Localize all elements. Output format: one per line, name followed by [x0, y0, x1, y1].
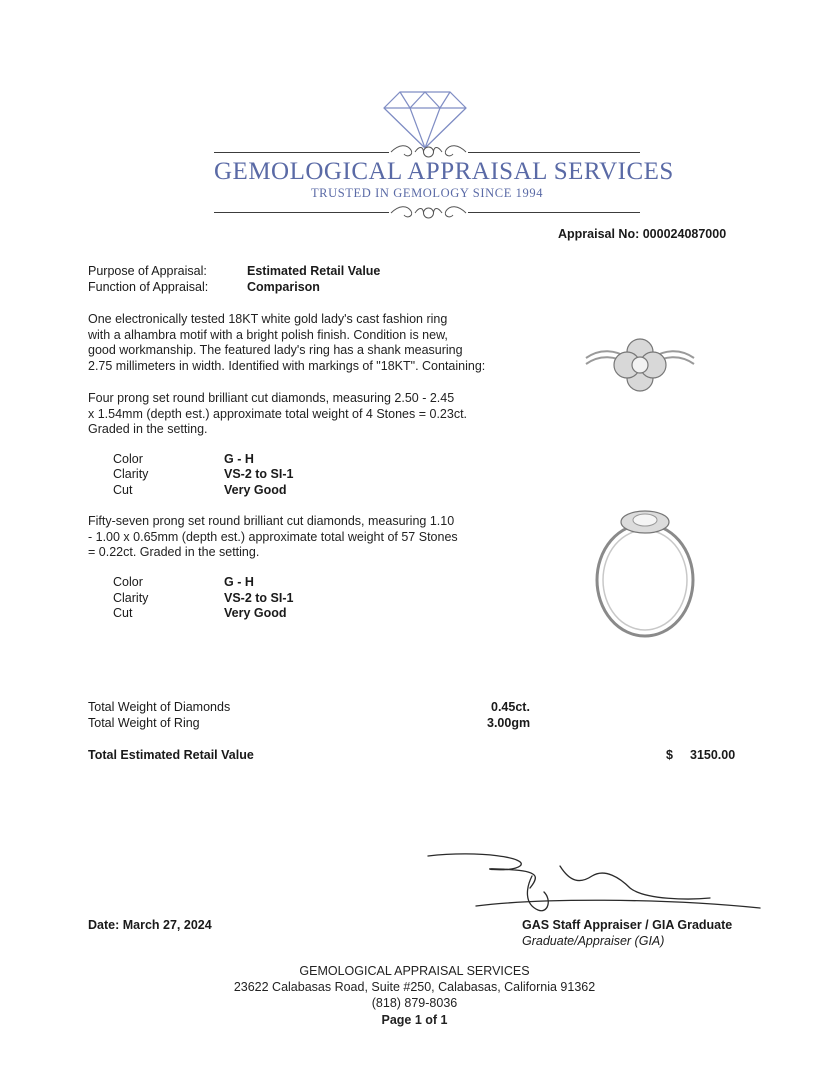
diamond-icon: [380, 88, 470, 150]
clarity-value: VS-2 to SI-1: [224, 467, 294, 481]
ring-photo-top: [580, 318, 700, 408]
appraisal-date: Date: March 27, 2024: [88, 918, 212, 932]
ring-photo-side: [590, 500, 700, 645]
clarity-label: Clarity: [113, 467, 149, 481]
header-rule-top-right: [468, 152, 640, 153]
company-name: GEMOLOGICAL APPRAISAL SERVICES: [214, 158, 674, 185]
description-line: One electronically tested 18KT white gold lady's cast fashion ring: [88, 312, 448, 326]
stones-line: Fifty-seven prong set round brilliant cut diamonds, measuring 1.10: [88, 514, 455, 528]
function-value: Comparison: [247, 280, 320, 294]
function-label: Function of Appraisal:: [88, 280, 209, 294]
stones-description-2: [88, 514, 458, 561]
clarity-label: Clarity: [113, 591, 149, 605]
cut-value: Very Good: [224, 606, 287, 620]
footer-company-name: GEMOLOGICAL APPRAISAL SERVICES: [299, 964, 530, 978]
scroll-ornament-icon: [389, 203, 468, 223]
description-line: 2.75 millimeters in width. Identified with markings of "18KT". Containing:: [88, 358, 486, 373]
header-rule-bottom-right: [468, 212, 640, 213]
cut-label: Cut: [113, 606, 133, 620]
header-rule-top-left: [214, 152, 389, 153]
purpose-value: Estimated Retail Value: [247, 264, 381, 278]
appraisal-number: Appraisal No: 000024087000: [558, 227, 727, 241]
page-number: Page 1 of 1: [381, 1013, 448, 1027]
footer-address: 23622 Calabasas Road, Suite #250, Calabasas, California 91362: [233, 980, 596, 994]
company-tagline: TRUSTED IN GEMOLOGY SINCE 1994: [310, 186, 544, 200]
ring-description: [88, 312, 485, 374]
stones-line: x 1.54mm (depth est.) approximate total weight of 4 Stones = 0.23ct.: [88, 406, 468, 421]
color-value: G - H: [224, 575, 254, 589]
total-ring-weight-label: Total Weight of Ring: [88, 716, 200, 730]
cut-label: Cut: [113, 483, 133, 497]
stones-line: = 0.22ct. Graded in the setting.: [88, 545, 260, 559]
appraiser-subtitle: Graduate/Appraiser (GIA): [522, 934, 665, 948]
purpose-label: Purpose of Appraisal:: [88, 264, 207, 278]
stones-line: Graded in the setting.: [88, 422, 208, 436]
appraiser-title: GAS Staff Appraiser / GIA Graduate: [522, 918, 733, 932]
stones-description-1: [88, 391, 467, 438]
header-rule-bottom-left: [214, 212, 389, 213]
total-diamond-weight-value: 0.45ct.: [491, 700, 530, 714]
color-label: Color: [113, 452, 143, 466]
total-retail-value-label: Total Estimated Retail Value: [88, 748, 254, 762]
clarity-value: VS-2 to SI-1: [224, 591, 294, 605]
appraiser-signature: [420, 848, 765, 923]
color-value: G - H: [224, 452, 254, 466]
description-line: good workmanship. The featured lady's ring has a shank measuring: [88, 343, 463, 357]
total-retail-value: 3150.00: [690, 748, 736, 762]
total-diamond-weight-label: Total Weight of Diamonds: [88, 700, 231, 714]
description-line: with a alhambra motif with a bright polish finish. Condition is new,: [88, 327, 448, 342]
footer-phone: (818) 879-8036: [371, 996, 458, 1010]
stones-line: - 1.00 x 0.65mm (depth est.) approximate total weight of 57 Stones: [88, 529, 458, 544]
stones-line: Four prong set round brilliant cut diamonds, measuring 2.50 - 2.45: [88, 391, 455, 405]
cut-value: Very Good: [224, 483, 287, 497]
currency-symbol: $: [666, 748, 673, 762]
total-ring-weight-value: 3.00gm: [487, 716, 531, 730]
color-label: Color: [113, 575, 143, 589]
